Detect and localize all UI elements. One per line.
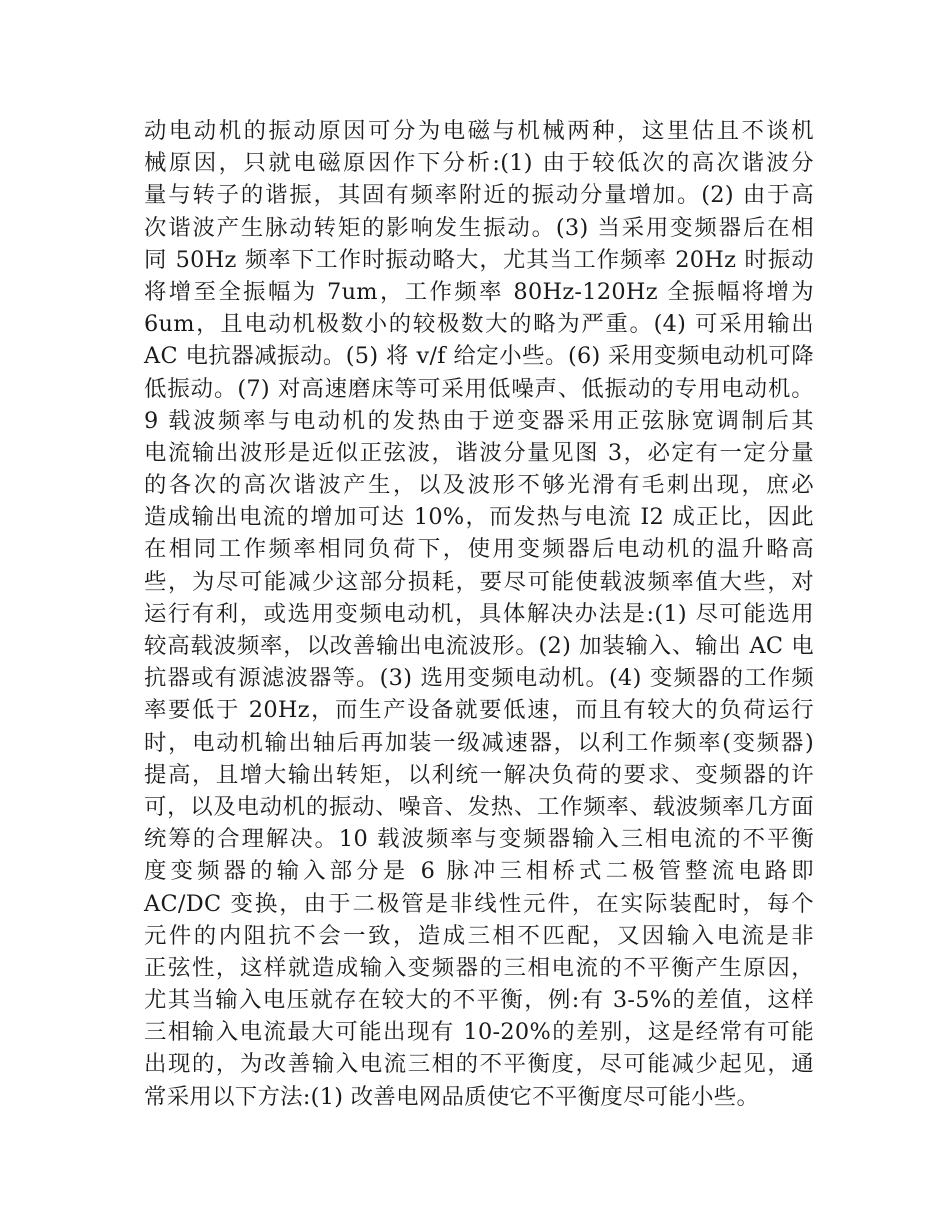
text-line: 将增至全振幅为 7um，工作频率 80Hz-120Hz 全振幅将增为 — [144, 278, 814, 305]
text-line: AC/DC 变换，由于二极管是非线性元件，在实际装配时，每个 — [144, 890, 814, 917]
text-line: 统筹的合理解决。10 载波频率与变频器输入三相电流的不平衡 — [144, 826, 814, 853]
body-text — [144, 115, 814, 1113]
text-line: 造成输出电流的增加可达 10%，而发热与电流 I2 成正比，因此 — [144, 504, 814, 531]
text-line: 些，为尽可能减少这部分损耗，要尽可能使载波频率值大些，对 — [144, 568, 814, 595]
text-line: 三相输入电流最大可能出现有 10-20%的差别，这是经常有可能 — [144, 1019, 814, 1046]
text-line: 率要低于 20Hz，而生产设备就要低速，而且有较大的负荷运行 — [144, 697, 814, 724]
text-line: 正弦性，这样就造成输入变频器的三相电流的不平衡产生原因， — [144, 954, 814, 981]
text-line: 在相同工作频率相同负荷下，使用变频器后电动机的温升略高 — [144, 536, 814, 563]
text-line: 出现的，为改善输入电流三相的不平衡度，尽可能减少起见，通 — [144, 1051, 814, 1078]
text-line: 尤其当输入电压就存在较大的不平衡，例:有 3-5%的差值，这样 — [144, 987, 814, 1014]
text-line: 械原因，只就电磁原因作下分析:(1) 由于较低次的高次谐波分 — [144, 150, 814, 177]
text-line: 低振动。(7) 对高速磨床等可采用低噪声、低振动的专用电动机。 — [144, 375, 814, 402]
text-line: 同 50Hz 频率下工作时振动略大，尤其当工作频率 20Hz 时振动 — [144, 246, 814, 273]
text-line: 常采用以下方法:(1) 改善电网品质使它不平衡度尽可能小些。 — [144, 1083, 760, 1110]
text-line: 的各次的高次谐波产生，以及波形不够光滑有毛刺出现，庶必 — [144, 472, 814, 499]
text-line: 6um，且电动机极数小的较极数大的略为严重。(4) 可采用输出 — [144, 311, 814, 338]
text-line: 抗器或有源滤波器等。(3) 选用变频电动机。(4) 变频器的工作频 — [144, 665, 814, 692]
text-line: 提高，且增大输出转矩，以利统一解决负荷的要求、变频器的许 — [144, 761, 814, 788]
text-line: AC 电抗器减振动。(5) 将 v/f 给定小些。(6) 采用变频电动机可降 — [144, 343, 814, 370]
text-line: 次谐波产生脉动转矩的影响发生振动。(3) 当采用变频器后在相 — [144, 214, 814, 241]
text-line: 量与转子的谐振，其固有频率附近的振动分量增加。(2) 由于高 — [144, 182, 814, 209]
text-line: 可，以及电动机的振动、噪音、发热、工作频率、载波频率几方面 — [144, 793, 814, 820]
text-line: 电流输出波形是近似正弦波，谐波分量见图 3，必定有一定分量 — [144, 439, 814, 466]
text-line: 元件的内阻抗不会一致，造成三相不匹配，又因输入电流是非 — [144, 922, 814, 949]
text-line: 9 载波频率与电动机的发热由于逆变器采用正弦脉宽调制后其 — [144, 407, 814, 434]
text-line: 较高载波频率，以改善输出电流波形。(2) 加装输入、输出 AC 电 — [144, 633, 814, 659]
text-line: 运行有利，或选用变频电动机，具体解决办法是:(1) 尽可能选用 — [144, 600, 814, 627]
text-line: 时，电动机输出轴后再加装一级减速器，以利工作频率(变频器) — [144, 729, 814, 756]
text-line: 度变频器的输入部分是 6 脉冲三相桥式二极管整流电路即 — [144, 858, 814, 885]
text-line: 动电动机的振动原因可分为电磁与机械两种，这里估且不谈机 — [144, 118, 814, 144]
